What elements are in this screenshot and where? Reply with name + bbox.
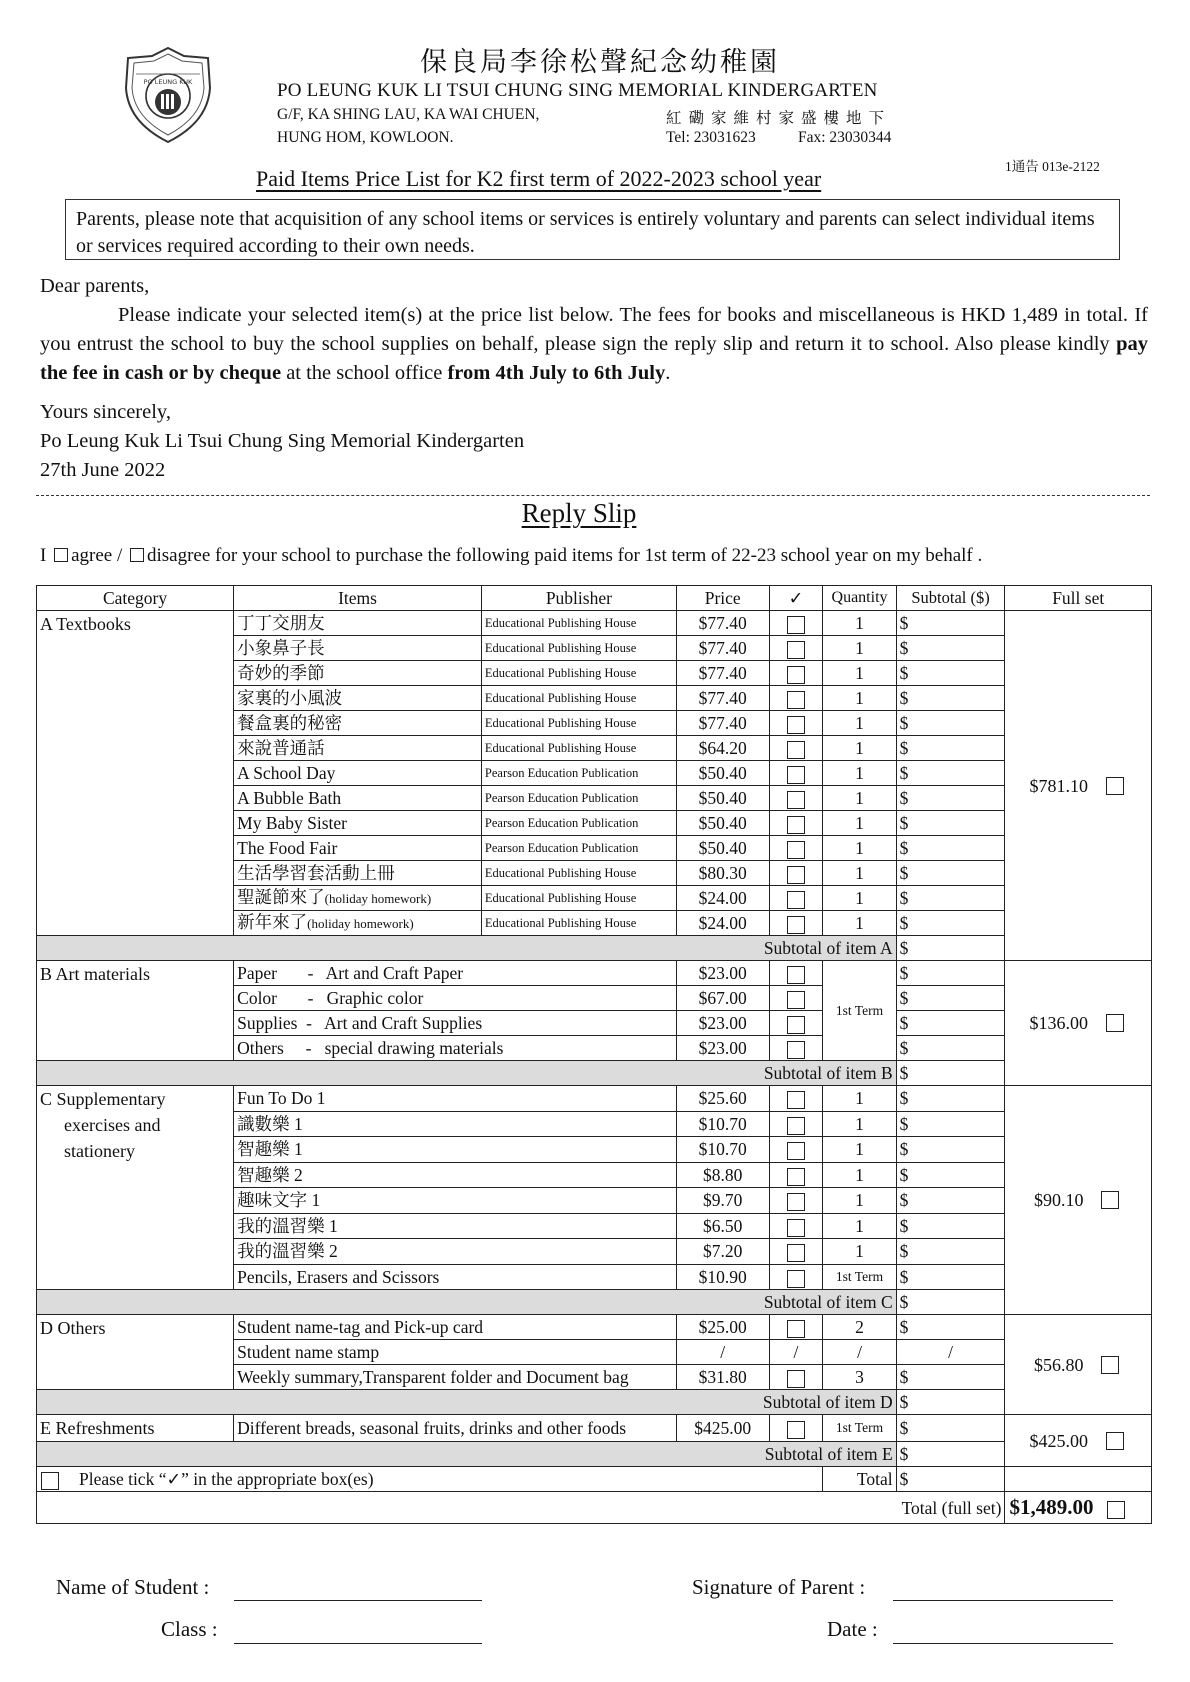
- price-list-table: [36, 585, 1152, 1524]
- category-d: D Others: [37, 1315, 234, 1390]
- item-price: $67.00: [676, 986, 769, 1011]
- item-quantity: 1: [823, 611, 896, 636]
- item-publisher: Educational Publishing House: [481, 736, 676, 761]
- item-name: The Food Fair: [234, 836, 482, 861]
- item-price: $24.00: [676, 911, 769, 936]
- item-check-na: /: [769, 1340, 823, 1365]
- student-name-field[interactable]: [234, 1600, 482, 1601]
- item-name: Color - Graphic color: [234, 986, 677, 1011]
- item-quantity: 1: [823, 811, 896, 836]
- item-quantity: 1: [823, 1239, 896, 1265]
- item-publisher: Pearson Education Publication: [481, 761, 676, 786]
- item-name: A School Day: [234, 761, 482, 786]
- date-field[interactable]: [893, 1643, 1113, 1644]
- item-name: Student name-tag and Pick-up card: [234, 1315, 677, 1340]
- item-name: 智趣樂 2: [234, 1162, 677, 1188]
- item-subtotal: $: [896, 886, 1005, 911]
- item-subtotal: $: [896, 861, 1005, 886]
- item-checkbox[interactable]: [787, 1041, 805, 1059]
- item-price: $50.40: [676, 786, 769, 811]
- subtotal-b-value: $: [896, 1061, 1005, 1086]
- item-subtotal: $: [896, 761, 1005, 786]
- subtotal-a-value: $: [896, 936, 1005, 961]
- item-checkbox[interactable]: [787, 1421, 805, 1439]
- item-quantity: 2: [823, 1315, 896, 1340]
- letter-sender: Po Leung Kuk Li Tsui Chung Sing Memorial Kindergarten: [40, 430, 525, 452]
- school-logo: [122, 44, 214, 146]
- item-subtotal: $: [896, 711, 1005, 736]
- item-publisher: Educational Publishing House: [481, 711, 676, 736]
- category-b: B Art materials: [37, 961, 234, 1061]
- item-quantity: 1st Term: [823, 1415, 896, 1442]
- item-price: $77.40: [676, 661, 769, 686]
- item-publisher: Educational Publishing House: [481, 686, 676, 711]
- item-name: Others - special drawing materials: [234, 1036, 677, 1061]
- item-checkbox[interactable]: [787, 766, 805, 784]
- item-publisher: Educational Publishing House: [481, 636, 676, 661]
- table-row: [37, 1086, 1152, 1112]
- item-price: $77.40: [676, 686, 769, 711]
- item-name: Fun To Do 1: [234, 1086, 677, 1112]
- item-name: 生活學習套活動上冊: [234, 861, 482, 886]
- item-checkbox[interactable]: [787, 1142, 805, 1160]
- item-quantity: 1: [823, 1188, 896, 1214]
- fullset-E-checkbox[interactable]: [1106, 1432, 1124, 1450]
- item-subtotal: $: [896, 611, 1005, 636]
- item-subtotal: $: [896, 1011, 1005, 1036]
- item-quantity: 1: [823, 1213, 896, 1239]
- item-name: 家裏的小風波: [234, 686, 482, 711]
- item-subtotal: $: [896, 1086, 1005, 1112]
- item-name: 來說普通話: [234, 736, 482, 761]
- item-subtotal: $: [896, 636, 1005, 661]
- item-subtotal: $: [896, 1239, 1005, 1265]
- item-subtotal: $: [896, 986, 1005, 1011]
- item-price: $77.40: [676, 636, 769, 661]
- item-quantity: 1: [823, 886, 896, 911]
- voluntary-notice: Parents, please note that acquisition of any school items or services is entirely voluntary and parents can select individual items or services required according to their own needs.: [65, 199, 1120, 260]
- item-subtotal: $: [896, 736, 1005, 761]
- item-subtotal: $: [896, 911, 1005, 936]
- item-checkbox[interactable]: [787, 1193, 805, 1211]
- fullset-B-checkbox[interactable]: [1106, 1014, 1124, 1032]
- category-c: C Supplementary exercises and stationery: [37, 1086, 234, 1290]
- header-subtotal: Subtotal ($): [896, 586, 1005, 611]
- item-name: 趣味文字 1: [234, 1188, 677, 1214]
- total-fullset-value: $1,489.00: [1009, 1495, 1094, 1519]
- item-subtotal: $: [896, 811, 1005, 836]
- item-price: $50.40: [676, 836, 769, 861]
- item-subtotal: /: [896, 1340, 1005, 1365]
- letter-body: Please indicate your selected item(s) at the price list below. The fees for books and miscellaneous is HKD 1,489 in total. If you entrust the school to buy the school supplies on behalf, please sign the reply slip and return it to school. Also please kindly pay the fee in cash or by cheque at the school office from 4th July to 6th July.: [40, 304, 1148, 384]
- letter-closing: Yours sincerely,: [40, 401, 171, 423]
- notice-reference: 1通告 013e-2122: [1005, 159, 1100, 174]
- item-subtotal: $: [896, 686, 1005, 711]
- item-checkbox[interactable]: [787, 966, 805, 984]
- item-name: 丁丁交朋友: [234, 611, 482, 636]
- item-price: $10.90: [676, 1264, 769, 1290]
- item-checkbox[interactable]: [787, 1091, 805, 1109]
- item-quantity: 1: [823, 736, 896, 761]
- student-name-label: Name of Student :: [56, 1575, 210, 1599]
- subtotal-d-value: $: [896, 1390, 1005, 1415]
- fullset-C-checkbox[interactable]: [1101, 1191, 1119, 1209]
- item-price: $23.00: [676, 1011, 769, 1036]
- parent-signature-label: Signature of Parent :: [692, 1575, 866, 1599]
- item-price: $64.20: [676, 736, 769, 761]
- item-name: Weekly summary,Transparent folder and Document bag: [234, 1365, 677, 1390]
- agree-statement: I agree / disagree for your school to purchase the following paid items for 1st term of 22-23 school year on my behalf .: [40, 545, 983, 566]
- item-checkbox[interactable]: [787, 1016, 805, 1034]
- school-name-english: PO LEUNG KUK LI TSUI CHUNG SING MEMORIAL KINDERGARTEN: [277, 80, 878, 101]
- fax: Fax: 23030344: [798, 129, 892, 146]
- item-checkbox[interactable]: [787, 716, 805, 734]
- item-subtotal: $: [896, 1188, 1005, 1214]
- fullset-A: $781.10: [1005, 611, 1152, 961]
- item-price: $31.80: [676, 1365, 769, 1390]
- item-name: 我的溫習樂 1: [234, 1213, 677, 1239]
- item-price: $7.20: [676, 1239, 769, 1265]
- item-price: $77.40: [676, 611, 769, 636]
- item-name: 聖誕節來了(holiday homework): [234, 886, 482, 911]
- item-checkbox[interactable]: [787, 741, 805, 759]
- total-fullset-row: [37, 1492, 1152, 1524]
- item-quantity: 1st Term: [823, 1264, 896, 1290]
- parent-signature-field[interactable]: [893, 1600, 1113, 1601]
- fullset-E: $425.00: [1005, 1415, 1152, 1467]
- item-name: 智趣樂 1: [234, 1137, 677, 1163]
- total-value: $: [896, 1467, 1005, 1492]
- header-fullset: Full set: [1005, 586, 1152, 611]
- item-checkbox[interactable]: [787, 1370, 805, 1388]
- item-quantity: 1: [823, 861, 896, 886]
- item-subtotal: $: [896, 1111, 1005, 1137]
- item-quantity: 1: [823, 1162, 896, 1188]
- item-quantity: 1: [823, 636, 896, 661]
- table-row: [37, 1315, 1152, 1340]
- item-quantity: 1: [823, 1086, 896, 1112]
- item-name: Paper - Art and Craft Paper: [234, 961, 677, 986]
- item-quantity: 1: [823, 686, 896, 711]
- table-row: [37, 961, 1152, 986]
- item-checkbox[interactable]: [787, 1270, 805, 1288]
- item-quantity: 1: [823, 836, 896, 861]
- table-header: [37, 586, 1152, 611]
- total-label: Total: [823, 1467, 896, 1492]
- item-checkbox[interactable]: [787, 1244, 805, 1262]
- fullset-D: $56.80: [1005, 1315, 1152, 1415]
- item-price: $425.00: [676, 1415, 769, 1442]
- total-fullset-checkbox[interactable]: [1107, 1501, 1125, 1519]
- item-checkbox[interactable]: [787, 641, 805, 659]
- item-quantity: 1: [823, 1137, 896, 1163]
- item-price: $23.00: [676, 1036, 769, 1061]
- fullset-D-checkbox[interactable]: [1101, 1356, 1119, 1374]
- item-quantity: 1: [823, 661, 896, 686]
- class-label: Class :: [161, 1617, 218, 1641]
- date-label: Date :: [827, 1617, 878, 1641]
- logo-text: PO LEUNG KUK: [143, 78, 193, 86]
- item-name: Pencils, Erasers and Scissors: [234, 1264, 677, 1290]
- item-quantity: 1: [823, 711, 896, 736]
- item-name: Student name stamp: [234, 1340, 677, 1365]
- subtotal-b-label: Subtotal of item B: [37, 1061, 897, 1086]
- item-checkbox[interactable]: [787, 1117, 805, 1135]
- item-checkbox[interactable]: [787, 1168, 805, 1186]
- item-name: 識數樂 1: [234, 1111, 677, 1137]
- item-name: 我的溫習樂 2: [234, 1239, 677, 1265]
- item-checkbox[interactable]: [787, 991, 805, 1009]
- item-publisher: Educational Publishing House: [481, 911, 676, 936]
- item-subtotal: $: [896, 1415, 1005, 1442]
- item-publisher: Pearson Education Publication: [481, 836, 676, 861]
- item-name: A Bubble Bath: [234, 786, 482, 811]
- address-line-1: G/F, KA SHING LAU, KA WAI CHUEN,: [277, 106, 540, 123]
- item-checkbox[interactable]: [787, 616, 805, 634]
- total-fullset-label: Total (full set): [37, 1492, 1005, 1524]
- total-row: [37, 1467, 1152, 1492]
- header-publisher: Publisher: [481, 586, 676, 611]
- reply-slip-title: Reply Slip: [521, 498, 637, 528]
- item-subtotal: $: [896, 1365, 1005, 1390]
- item-subtotal: $: [896, 786, 1005, 811]
- item-publisher: Educational Publishing House: [481, 661, 676, 686]
- item-name: Different breads, seasonal fruits, drinks and other foods: [234, 1415, 677, 1442]
- item-quantity: 1st Term: [823, 961, 896, 1061]
- subtotal-d-label: Subtotal of item D: [37, 1390, 897, 1415]
- item-subtotal: $: [896, 1162, 1005, 1188]
- header-price: Price: [676, 586, 769, 611]
- item-price: $10.70: [676, 1111, 769, 1137]
- item-price: $9.70: [676, 1188, 769, 1214]
- item-publisher: Educational Publishing House: [481, 861, 676, 886]
- subtotal-e-value: $: [896, 1442, 1005, 1467]
- item-price: $25.60: [676, 1086, 769, 1112]
- tick-example-checkbox[interactable]: [41, 1472, 59, 1490]
- item-name: Supplies - Art and Craft Supplies: [234, 1011, 677, 1036]
- item-subtotal: $: [896, 1264, 1005, 1290]
- item-checkbox[interactable]: [787, 916, 805, 934]
- letter-date: 27th June 2022: [40, 459, 166, 481]
- subtotal-e-label: Subtotal of item E: [37, 1442, 897, 1467]
- item-price: $77.40: [676, 711, 769, 736]
- item-checkbox[interactable]: [787, 841, 805, 859]
- item-price: $50.40: [676, 761, 769, 786]
- item-price: $50.40: [676, 811, 769, 836]
- item-subtotal: $: [896, 661, 1005, 686]
- item-checkbox[interactable]: [787, 866, 805, 884]
- item-publisher: Pearson Education Publication: [481, 811, 676, 836]
- telephone: Tel: 23031623: [666, 129, 756, 146]
- item-checkbox[interactable]: [787, 1219, 805, 1237]
- item-quantity: /: [823, 1340, 896, 1365]
- item-checkbox[interactable]: [787, 816, 805, 834]
- item-name: 小象鼻子長: [234, 636, 482, 661]
- item-price: $25.00: [676, 1315, 769, 1340]
- disagree-checkbox[interactable]: [130, 548, 144, 562]
- document-title: Paid Items Price List for K2 first term of 2022-2023 school year: [256, 166, 822, 191]
- letter-salutation: Dear parents,: [40, 275, 150, 297]
- item-name: 餐盒裏的秘密: [234, 711, 482, 736]
- header-items: Items: [234, 586, 482, 611]
- item-checkbox[interactable]: [787, 1320, 805, 1338]
- item-subtotal: $: [896, 961, 1005, 986]
- header-category: Category: [37, 586, 234, 611]
- subtotal-c-value: $: [896, 1290, 1005, 1315]
- subtotal-c-label: Subtotal of item C: [37, 1290, 897, 1315]
- category-e: E Refreshments: [37, 1415, 234, 1442]
- item-publisher: Pearson Education Publication: [481, 786, 676, 811]
- table-row: [37, 611, 1152, 636]
- cut-line: [36, 495, 1150, 496]
- agree-checkbox[interactable]: [54, 548, 68, 562]
- item-price: $80.30: [676, 861, 769, 886]
- item-checkbox[interactable]: [787, 891, 805, 909]
- item-subtotal: $: [896, 1036, 1005, 1061]
- item-quantity: 1: [823, 761, 896, 786]
- item-subtotal: $: [896, 1137, 1005, 1163]
- item-price: $10.70: [676, 1137, 769, 1163]
- table-row: [37, 1415, 1152, 1442]
- item-checkbox[interactable]: [787, 791, 805, 809]
- fullset-C: $90.10: [1005, 1086, 1152, 1315]
- item-price: $6.50: [676, 1213, 769, 1239]
- item-publisher: Educational Publishing House: [481, 886, 676, 911]
- item-subtotal: $: [896, 1213, 1005, 1239]
- address-chinese: 紅磡家維村家盛樓地下: [666, 110, 892, 127]
- item-price: $24.00: [676, 886, 769, 911]
- item-publisher: Educational Publishing House: [481, 611, 676, 636]
- fullset-B: $136.00: [1005, 961, 1152, 1086]
- item-quantity: 1: [823, 911, 896, 936]
- item-quantity: 3: [823, 1365, 896, 1390]
- class-field[interactable]: [234, 1643, 482, 1644]
- item-checkbox[interactable]: [787, 691, 805, 709]
- payment-method: pay the fee in cash or by cheque: [40, 333, 1148, 384]
- item-subtotal: $: [896, 1315, 1005, 1340]
- item-subtotal: $: [896, 836, 1005, 861]
- category-a: A Textbooks: [37, 611, 234, 936]
- subtotal-a-label: Subtotal of item A: [37, 936, 897, 961]
- header-check: ✓: [769, 586, 823, 611]
- item-name: My Baby Sister: [234, 811, 482, 836]
- item-quantity: 1: [823, 786, 896, 811]
- item-quantity: 1: [823, 1111, 896, 1137]
- school-name-chinese: 保良局李徐松聲紀念幼稚園: [420, 47, 780, 77]
- tick-instruction: Please tick “✓” in the appropriate box(es): [79, 1469, 374, 1489]
- payment-period: from 4th July to 6th July: [447, 362, 666, 384]
- item-checkbox[interactable]: [787, 666, 805, 684]
- item-price: $8.80: [676, 1162, 769, 1188]
- fullset-A-checkbox[interactable]: [1106, 777, 1124, 795]
- item-price: $23.00: [676, 961, 769, 986]
- item-price: /: [676, 1340, 769, 1365]
- header-quantity: Quantity: [823, 586, 896, 611]
- item-name: 新年來了(holiday homework): [234, 911, 482, 936]
- item-name: 奇妙的季節: [234, 661, 482, 686]
- address-line-2: HUNG HOM, KOWLOON.: [277, 129, 454, 146]
